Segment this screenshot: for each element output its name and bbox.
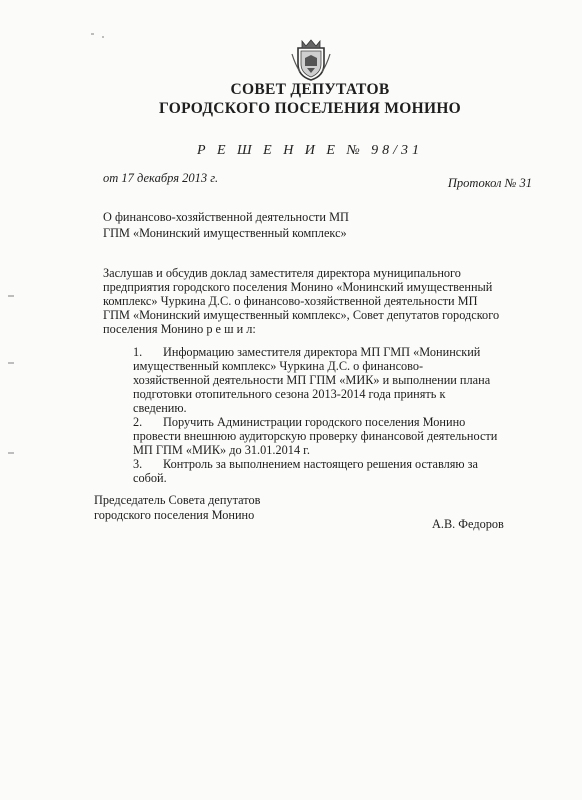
item-number: 1. — [133, 345, 143, 359]
scan-speck — [102, 36, 104, 38]
protocol-number: Протокол № 31 — [447, 176, 532, 190]
item-text: Контроль за выполнением настоящего решения оставляю за — [163, 457, 478, 471]
scan-speck — [8, 295, 14, 297]
preamble-line: предприятия городского поселения Монино «Монинский имущественный — [103, 280, 493, 294]
scan-speck — [8, 452, 14, 454]
preamble-paragraph — [103, 266, 533, 336]
item-number: 3. — [133, 457, 143, 471]
decision-items-list — [133, 345, 526, 485]
decision-item — [133, 415, 526, 457]
subject-line: О финансово-хозяйственной деятельности МП — [103, 210, 349, 224]
decision-item — [133, 345, 526, 415]
item-text: собой. — [133, 471, 167, 485]
preamble-line: поселения Монино р е ш и л: — [103, 322, 256, 336]
preamble-line: Заслушав и обсудив доклад заместителя директора муниципального — [103, 266, 461, 280]
subject-line: ГПМ «Монинский имущественный комплекс» — [103, 226, 347, 240]
item-text: МП ГПМ «МИК» до 31.01.2014 г. — [133, 443, 310, 457]
decision-item — [133, 457, 526, 485]
signatory-position-line: городского поселения Монино — [94, 508, 255, 522]
item-text: сведению. — [133, 401, 187, 415]
council-name-line-2: ГОРОДСКОГО ПОСЕЛЕНИЯ МОНИНО — [158, 100, 462, 117]
decision-subject — [103, 209, 403, 241]
signatory-name: А.В. Федоров — [432, 517, 504, 531]
coat-of-arms-icon — [290, 38, 332, 82]
item-text: Информацию заместителя директора МП ГМП «Монинский — [163, 345, 481, 359]
scan-speck — [8, 362, 14, 364]
item-text: провести внешнюю аудиторскую проверку финансовой деятельности — [133, 429, 498, 443]
signatory-position-line: Председатель Совета депутатов — [94, 493, 261, 507]
preamble-line: ГПМ «Монинский имущественный комплекс», Совет депутатов городского — [103, 308, 500, 322]
item-text: хозяйственной деятельности МП ГПМ «МИК» и выполнении плана — [133, 373, 491, 387]
preamble-line: комплекс» Чуркина Д.С. о финансово-хозяйственной деятельности МП — [103, 294, 478, 308]
scan-speck — [91, 33, 94, 35]
item-text: подготовки отопительного сезона 2013-2014 года принять к — [133, 387, 446, 401]
item-text: имущественный комплекс» Чуркина Д.С. о финансово- — [133, 359, 424, 373]
decision-date: от 17 декабря 2013 г. — [103, 171, 219, 185]
council-name-line-1: СОВЕТ ДЕПУТАТОВ — [230, 81, 390, 98]
item-text: Поручить Администрации городского поселения Монино — [163, 415, 466, 429]
decision-title: Р Е Ш Е Н И Е № 98/31 — [196, 143, 424, 158]
item-number: 2. — [133, 415, 143, 429]
signatory-position — [94, 493, 354, 523]
